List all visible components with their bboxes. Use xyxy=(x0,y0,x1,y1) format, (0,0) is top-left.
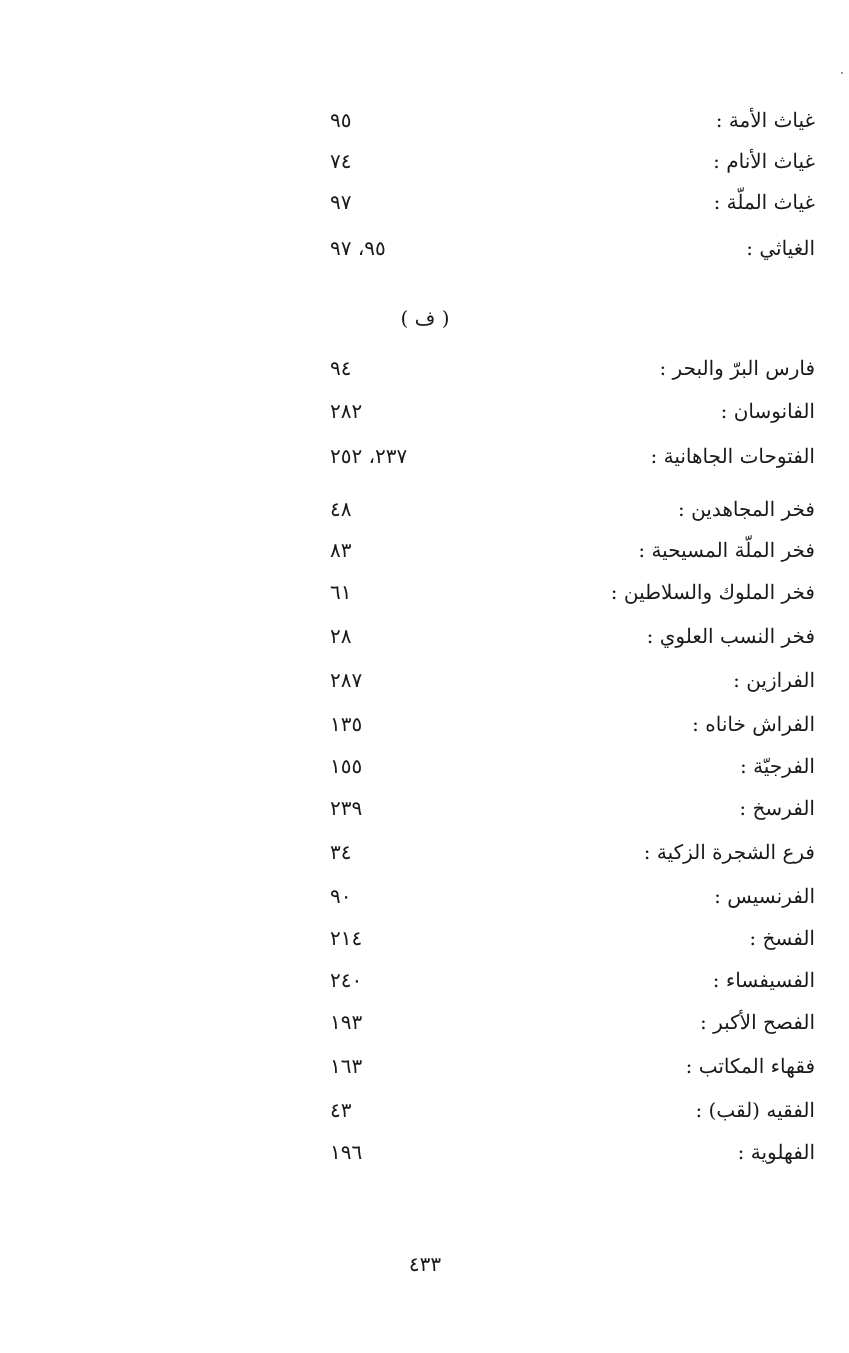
index-entry xyxy=(330,706,815,742)
index-entry xyxy=(330,184,815,220)
index-pages: ٩٧ xyxy=(330,190,352,214)
index-pages: ٩٥، ٩٧ xyxy=(330,236,386,260)
index-pages: ١٥٥ xyxy=(330,754,363,778)
index-term: الفرسخ : xyxy=(739,796,815,820)
index-term: الفرنسيس : xyxy=(714,884,815,908)
index-entry xyxy=(330,920,815,956)
index-entry xyxy=(330,491,815,527)
index-term: غياث الملّة : xyxy=(713,190,815,214)
index-term: الفتوحات الجاهانية : xyxy=(650,444,815,468)
index-term: الفسخ : xyxy=(749,926,815,950)
index-term: فخر الملّة المسيحية : xyxy=(638,538,815,562)
index-pages: ٢٣٩ xyxy=(330,796,363,820)
index-pages: ٢٤٠ xyxy=(330,968,363,992)
index-pages: ٩٠ xyxy=(330,884,352,908)
index-entry xyxy=(330,962,815,998)
index-entry xyxy=(330,1134,815,1170)
index-entry xyxy=(330,438,815,474)
index-pages: ١٣٥ xyxy=(330,712,363,736)
index-entry xyxy=(330,790,815,826)
index-pages: ٢٨٧ xyxy=(330,668,363,692)
index-term: فقهاء المكاتب : xyxy=(685,1054,815,1078)
index-pages: ٧٤ xyxy=(330,149,352,173)
index-pages: ٨٣ xyxy=(330,538,352,562)
index-term: فارس البرّ والبحر : xyxy=(659,356,815,380)
index-pages: ٢٨٢ xyxy=(330,399,363,423)
index-entry xyxy=(330,618,815,654)
index-pages: ٢٨ xyxy=(330,624,352,648)
index-term: الفرجيّة : xyxy=(739,754,815,778)
page-number: ٤٣٣ xyxy=(408,1252,442,1276)
index-pages: ٤٣ xyxy=(330,1098,352,1122)
index-term: فخر الملوك والسلاطين : xyxy=(610,580,815,604)
page-speck xyxy=(841,72,843,74)
index-pages: ٩٥ xyxy=(330,108,352,132)
index-entry xyxy=(330,230,815,266)
index-entry xyxy=(330,102,815,138)
index-pages: ٦١ xyxy=(330,580,352,604)
index-entry xyxy=(330,748,815,784)
index-entry xyxy=(330,834,815,870)
index-pages: ٤٨ xyxy=(330,497,352,521)
index-entry xyxy=(330,1092,815,1128)
index-term: الفسيفساء : xyxy=(712,968,815,992)
index-term: الفرازين : xyxy=(733,668,815,692)
index-pages: ٢١٤ xyxy=(330,926,363,950)
index-term: الفانوسان : xyxy=(720,399,815,423)
index-entry xyxy=(330,143,815,179)
index-term: غياث الأمة : xyxy=(715,108,815,132)
index-entry xyxy=(330,574,815,610)
index-pages: ١٦٣ xyxy=(330,1054,363,1078)
index-term: فخر النسب العلوي : xyxy=(646,624,815,648)
index-pages: ٢٣٧، ٢٥٢ xyxy=(330,444,408,468)
index-entry xyxy=(330,1004,815,1040)
index-term: الفقيه (لقب) : xyxy=(695,1098,815,1122)
index-term: فرع الشجرة الزكية : xyxy=(643,840,815,864)
index-term: فخر المجاهدين : xyxy=(677,497,815,521)
index-term: الفراش خاناه : xyxy=(692,712,815,736)
index-term: الغياثي : xyxy=(746,236,815,260)
index-entry xyxy=(330,662,815,698)
index-pages: ٩٤ xyxy=(330,356,352,380)
index-term: الفصح الأكبر : xyxy=(699,1010,815,1034)
index-term: غياث الأنام : xyxy=(713,149,815,173)
index-pages: ٣٤ xyxy=(330,840,352,864)
index-term: الفهلوية : xyxy=(737,1140,815,1164)
index-pages: ١٩٣ xyxy=(330,1010,363,1034)
index-entry xyxy=(330,532,815,568)
index-entry xyxy=(330,350,815,386)
index-pages: ١٩٦ xyxy=(330,1140,363,1164)
section-letter-heading: ( ف ) xyxy=(400,306,450,330)
index-entry xyxy=(330,878,815,914)
index-entry xyxy=(330,1048,815,1084)
index-entry xyxy=(330,393,815,429)
